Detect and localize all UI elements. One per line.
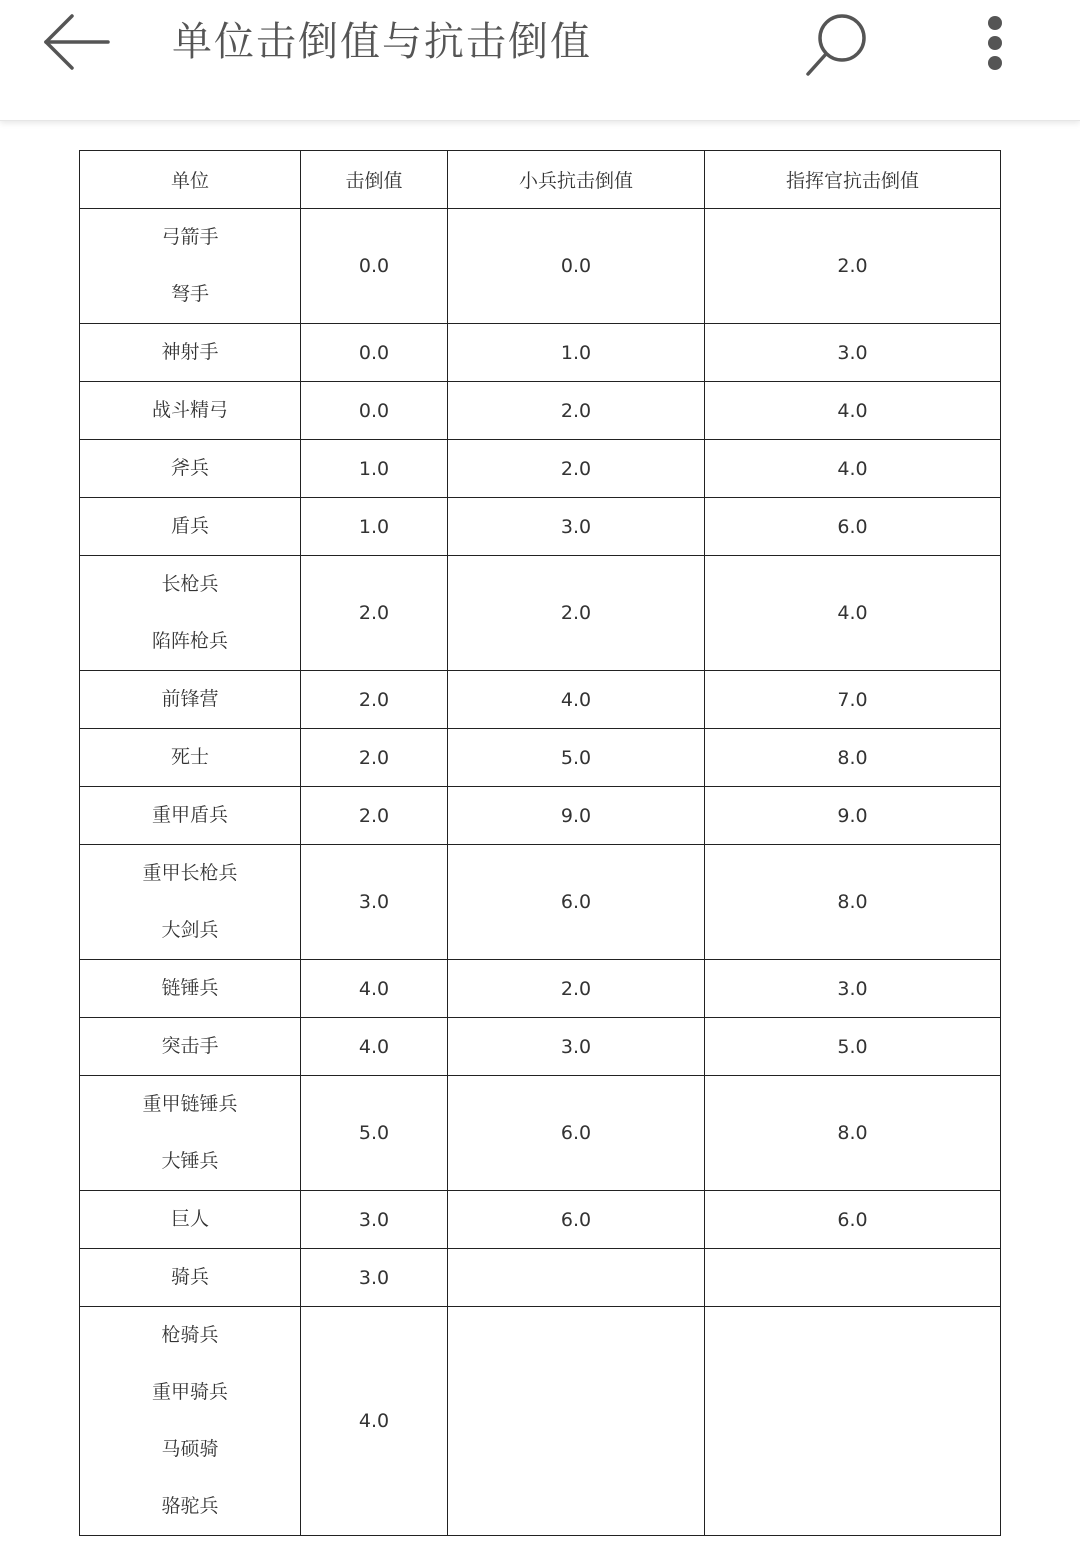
unit-cell: [80, 1249, 301, 1307]
knockdown-cell: 2.0: [301, 556, 448, 671]
column-header-unit: 单位: [80, 151, 301, 209]
minion-resist-cell: 2.0: [448, 382, 705, 440]
unit-name: 大锤兵: [161, 1150, 219, 1172]
minion-resist-cell: 3.0: [448, 1018, 705, 1076]
unit-name: 马硕骑: [161, 1438, 219, 1460]
unit-name: 陷阵枪兵: [151, 630, 228, 652]
unit-cell: [80, 382, 301, 440]
knockdown-cell: 0.0: [301, 324, 448, 382]
unit-cell: [80, 1191, 301, 1249]
knockdown-cell: 1.0: [301, 498, 448, 556]
unit-name: 盾兵: [170, 515, 209, 537]
page-title: 单位击倒值与抗击倒值: [172, 19, 592, 65]
table-row: [80, 729, 1001, 787]
unit-name: 巨人: [170, 1208, 209, 1230]
knockdown-cell: 4.0: [301, 960, 448, 1018]
table-row: [80, 845, 1001, 960]
table-row: [80, 671, 1001, 729]
column-header-commander-resist: 指挥官抗击倒值: [705, 151, 1001, 209]
unit-cell: [80, 209, 301, 324]
unit-name: 突击手: [161, 1035, 219, 1057]
commander-resist-cell: 4.0: [705, 556, 1001, 671]
table-row: [80, 1191, 1001, 1249]
knockdown-cell: 3.0: [301, 1249, 448, 1307]
table-body: [80, 209, 1001, 1536]
minion-resist-cell: 6.0: [448, 1076, 705, 1191]
commander-resist-cell: 6.0: [705, 1191, 1001, 1249]
table-row: [80, 556, 1001, 671]
commander-resist-cell: 4.0: [705, 382, 1001, 440]
unit-name: 弓箭手: [161, 226, 219, 248]
commander-resist-cell: 2.0: [705, 209, 1001, 324]
unit-cell: [80, 498, 301, 556]
table-row: [80, 960, 1001, 1018]
knockdown-cell: 2.0: [301, 671, 448, 729]
unit-name: 战斗精弓: [151, 399, 228, 421]
table-row: [80, 382, 1001, 440]
unit-name: 长枪兵: [161, 573, 219, 595]
commander-resist-cell: 9.0: [705, 787, 1001, 845]
table-row: [80, 1307, 1001, 1536]
unit-cell: [80, 556, 301, 671]
search-button[interactable]: [802, 8, 878, 80]
unit-name: 死士: [170, 746, 209, 768]
more-vertical-icon: [988, 36, 1002, 50]
commander-resist-cell: 3.0: [705, 324, 1001, 382]
knockdown-cell: 4.0: [301, 1307, 448, 1536]
unit-cell: [80, 1076, 301, 1191]
minion-resist-cell: 4.0: [448, 671, 705, 729]
column-header-minion-resist: 小兵抗击倒值: [448, 151, 705, 209]
more-vertical-icon: [988, 56, 1002, 70]
unit-cell: [80, 729, 301, 787]
knockdown-cell: 4.0: [301, 1018, 448, 1076]
knockdown-cell: 1.0: [301, 440, 448, 498]
knockdown-cell: 3.0: [301, 845, 448, 960]
knockdown-cell: 3.0: [301, 1191, 448, 1249]
knockdown-cell: 5.0: [301, 1076, 448, 1191]
unit-name: 前锋营: [161, 688, 219, 710]
unit-name: 重甲长枪兵: [142, 862, 238, 884]
table-row: [80, 440, 1001, 498]
unit-name: 骑兵: [170, 1266, 209, 1288]
search-icon: [802, 8, 878, 80]
unit-cell: [80, 1307, 301, 1536]
unit-name: 神射手: [161, 341, 219, 363]
unit-cell: [80, 671, 301, 729]
unit-cell: [80, 324, 301, 382]
minion-resist-cell: 0.0: [448, 209, 705, 324]
table-row: [80, 1076, 1001, 1191]
unit-name: 斧兵: [170, 457, 209, 479]
unit-name: 弩手: [170, 283, 209, 305]
unit-cell: [80, 440, 301, 498]
unit-name: 重甲盾兵: [151, 804, 228, 826]
knockdown-cell: 2.0: [301, 729, 448, 787]
unit-name: 链锤兵: [161, 977, 219, 999]
table-row: [80, 1018, 1001, 1076]
table-row: [80, 1249, 1001, 1307]
commander-resist-cell: 6.0: [705, 498, 1001, 556]
minion-resist-cell: 2.0: [448, 960, 705, 1018]
table-row: [80, 209, 1001, 324]
more-options-button[interactable]: [978, 12, 1012, 74]
app-bar: [0, 0, 1080, 121]
commander-resist-cell: [705, 1307, 1001, 1536]
minion-resist-cell: 6.0: [448, 845, 705, 960]
commander-resist-cell: 8.0: [705, 845, 1001, 960]
commander-resist-cell: 8.0: [705, 729, 1001, 787]
commander-resist-cell: 8.0: [705, 1076, 1001, 1191]
more-vertical-icon: [988, 16, 1002, 30]
unit-cell: [80, 1018, 301, 1076]
table-row: [80, 787, 1001, 845]
unit-name: 重甲链锤兵: [142, 1093, 238, 1115]
unit-name: 大剑兵: [161, 919, 219, 941]
commander-resist-cell: 3.0: [705, 960, 1001, 1018]
unit-cell: [80, 845, 301, 960]
knockdown-cell: 0.0: [301, 382, 448, 440]
minion-resist-cell: 6.0: [448, 1191, 705, 1249]
commander-resist-cell: 7.0: [705, 671, 1001, 729]
unit-name: 重甲骑兵: [151, 1381, 228, 1403]
unit-name: 骆驼兵: [161, 1495, 219, 1517]
minion-resist-cell: 9.0: [448, 787, 705, 845]
table-row: [80, 324, 1001, 382]
minion-resist-cell: [448, 1249, 705, 1307]
knockdown-table: [79, 150, 1001, 1536]
unit-cell: [80, 960, 301, 1018]
minion-resist-cell: 2.0: [448, 556, 705, 671]
commander-resist-cell: 4.0: [705, 440, 1001, 498]
column-header-knockdown: 击倒值: [301, 151, 448, 209]
minion-resist-cell: [448, 1307, 705, 1536]
back-button[interactable]: [40, 10, 116, 74]
knockdown-cell: 0.0: [301, 209, 448, 324]
table-row: [80, 498, 1001, 556]
table-header-row: [80, 151, 1001, 209]
unit-cell: [80, 787, 301, 845]
arrow-left-icon: [40, 10, 116, 74]
minion-resist-cell: 3.0: [448, 498, 705, 556]
knockdown-cell: 2.0: [301, 787, 448, 845]
commander-resist-cell: 5.0: [705, 1018, 1001, 1076]
minion-resist-cell: 5.0: [448, 729, 705, 787]
unit-name: 枪骑兵: [161, 1324, 219, 1346]
table-container: [79, 150, 1000, 1536]
minion-resist-cell: 1.0: [448, 324, 705, 382]
commander-resist-cell: [705, 1249, 1001, 1307]
minion-resist-cell: 2.0: [448, 440, 705, 498]
